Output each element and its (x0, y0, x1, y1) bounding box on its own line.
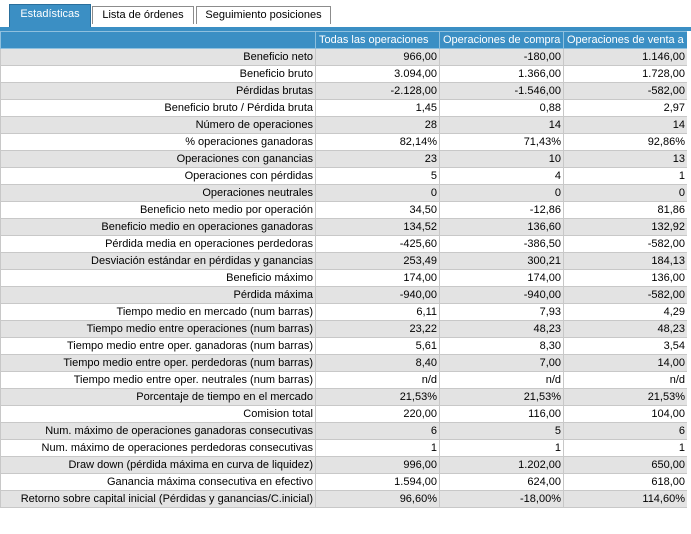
cell-venta: 1.728,00 (564, 66, 688, 83)
cell-todas: 1,45 (316, 100, 440, 117)
cell-todas: -2.128,00 (316, 83, 440, 100)
cell-todas: 996,00 (316, 457, 440, 474)
row-label: Tiempo medio en mercado (num barras) (1, 304, 316, 321)
cell-venta: 92,86% (564, 134, 688, 151)
row-label: Número de operaciones (1, 117, 316, 134)
cell-venta: 14 (564, 117, 688, 134)
table-row[interactable] (1, 151, 688, 168)
cell-venta: 13 (564, 151, 688, 168)
cell-venta: 4,29 (564, 304, 688, 321)
row-label: % operaciones ganadoras (1, 134, 316, 151)
table-row[interactable] (1, 372, 688, 389)
cell-todas: 96,60% (316, 491, 440, 508)
cell-todas: 253,49 (316, 253, 440, 270)
column-header-label[interactable] (1, 32, 316, 49)
cell-compra: 300,21 (440, 253, 564, 270)
row-label: Beneficio bruto / Pérdida bruta (1, 100, 316, 117)
cell-compra: 1.202,00 (440, 457, 564, 474)
table-body (1, 49, 688, 508)
cell-compra: -12,86 (440, 202, 564, 219)
table-row[interactable] (1, 236, 688, 253)
table-row[interactable] (1, 83, 688, 100)
table-row[interactable] (1, 389, 688, 406)
row-label: Draw down (pérdida máxima en curva de liquidez) (1, 457, 316, 474)
table-row[interactable] (1, 423, 688, 440)
row-label: Operaciones con ganancias (1, 151, 316, 168)
row-label: Desviación estándar en pérdidas y ganancias (1, 253, 316, 270)
cell-todas: 21,53% (316, 389, 440, 406)
cell-compra: 1.366,00 (440, 66, 564, 83)
cell-venta: 114,60% (564, 491, 688, 508)
tab-estadisticas[interactable]: Estadísticas (9, 4, 91, 27)
cell-compra: 1 (440, 440, 564, 457)
cell-todas: 28 (316, 117, 440, 134)
cell-venta: 132,92 (564, 219, 688, 236)
cell-todas: 966,00 (316, 49, 440, 66)
cell-todas: 5,61 (316, 338, 440, 355)
cell-compra: 21,53% (440, 389, 564, 406)
cell-todas: 82,14% (316, 134, 440, 151)
cell-venta: 48,23 (564, 321, 688, 338)
cell-venta: -582,00 (564, 287, 688, 304)
cell-compra: -18,00% (440, 491, 564, 508)
cell-venta: n/d (564, 372, 688, 389)
cell-venta: 136,00 (564, 270, 688, 287)
cell-compra: 71,43% (440, 134, 564, 151)
cell-compra: -386,50 (440, 236, 564, 253)
cell-venta: 1 (564, 440, 688, 457)
table-row[interactable] (1, 219, 688, 236)
cell-todas: 0 (316, 185, 440, 202)
cell-todas: 1 (316, 440, 440, 457)
row-label: Pérdida máxima (1, 287, 316, 304)
table-row[interactable] (1, 304, 688, 321)
column-header-todas[interactable]: Todas las operaciones (316, 32, 440, 49)
cell-venta: 0 (564, 185, 688, 202)
cell-compra: -1.546,00 (440, 83, 564, 100)
table-row[interactable] (1, 321, 688, 338)
row-label: Tiempo medio entre operaciones (num barras) (1, 321, 316, 338)
cell-todas: -425,60 (316, 236, 440, 253)
cell-compra: 14 (440, 117, 564, 134)
cell-venta: -582,00 (564, 83, 688, 100)
row-label: Num. máximo de operaciones perdedoras consecutivas (1, 440, 316, 457)
cell-venta: 6 (564, 423, 688, 440)
cell-todas: n/d (316, 372, 440, 389)
cell-todas: 5 (316, 168, 440, 185)
cell-compra: 624,00 (440, 474, 564, 491)
cell-venta: 104,00 (564, 406, 688, 423)
table-row[interactable] (1, 185, 688, 202)
row-label: Tiempo medio entre oper. perdedoras (num barras) (1, 355, 316, 372)
table-row[interactable] (1, 66, 688, 83)
cell-venta: 618,00 (564, 474, 688, 491)
cell-todas: 6,11 (316, 304, 440, 321)
row-label: Beneficio medio en operaciones ganadoras (1, 219, 316, 236)
table-right-edge (687, 31, 691, 534)
row-label: Beneficio bruto (1, 66, 316, 83)
table-row[interactable] (1, 287, 688, 304)
cell-venta: -582,00 (564, 236, 688, 253)
row-label: Num. máximo de operaciones ganadoras consecutivas (1, 423, 316, 440)
table-row[interactable] (1, 253, 688, 270)
cell-todas: 34,50 (316, 202, 440, 219)
cell-venta: 1.146,00 (564, 49, 688, 66)
row-label: Operaciones neutrales (1, 185, 316, 202)
table-row[interactable] (1, 474, 688, 491)
cell-todas: 23,22 (316, 321, 440, 338)
row-label: Ganancia máxima consecutiva en efectivo (1, 474, 316, 491)
tab-seguimiento-posiciones[interactable]: Seguimiento posiciones (196, 6, 331, 24)
row-label: Beneficio neto medio por operación (1, 202, 316, 219)
table-row[interactable] (1, 457, 688, 474)
table-row[interactable] (1, 491, 688, 508)
statistics-table (0, 31, 688, 508)
column-header-venta[interactable]: Operaciones de venta a (564, 32, 688, 49)
cell-venta: 21,53% (564, 389, 688, 406)
cell-compra: 174,00 (440, 270, 564, 287)
cell-venta: 184,13 (564, 253, 688, 270)
table-row[interactable] (1, 338, 688, 355)
cell-compra: n/d (440, 372, 564, 389)
table-row[interactable] (1, 168, 688, 185)
table-header-row (1, 32, 688, 49)
table-row[interactable] (1, 49, 688, 66)
cell-compra: -180,00 (440, 49, 564, 66)
row-label: Beneficio máximo (1, 270, 316, 287)
row-label: Pérdida media en operaciones perdedoras (1, 236, 316, 253)
cell-compra: 0,88 (440, 100, 564, 117)
cell-venta: 1 (564, 168, 688, 185)
cell-todas: 220,00 (316, 406, 440, 423)
cell-compra: 0 (440, 185, 564, 202)
column-header-compra[interactable]: Operaciones de compra (440, 32, 564, 49)
cell-todas: 174,00 (316, 270, 440, 287)
cell-compra: 8,30 (440, 338, 564, 355)
cell-compra: 136,60 (440, 219, 564, 236)
cell-compra: 7,00 (440, 355, 564, 372)
table-row[interactable] (1, 100, 688, 117)
row-label: Retorno sobre capital inicial (Pérdidas y ganancias/C.inicial) (1, 491, 316, 508)
cell-compra: -940,00 (440, 287, 564, 304)
row-label: Comision total (1, 406, 316, 423)
cell-todas: 1.594,00 (316, 474, 440, 491)
cell-compra: 4 (440, 168, 564, 185)
cell-compra: 5 (440, 423, 564, 440)
table-row[interactable] (1, 355, 688, 372)
cell-todas: 23 (316, 151, 440, 168)
cell-venta: 2,97 (564, 100, 688, 117)
cell-todas: 6 (316, 423, 440, 440)
table-row[interactable] (1, 134, 688, 151)
table-row[interactable] (1, 406, 688, 423)
row-label: Pérdidas brutas (1, 83, 316, 100)
tab-lista-ordenes[interactable]: Lista de órdenes (92, 6, 194, 24)
cell-compra: 10 (440, 151, 564, 168)
cell-compra: 116,00 (440, 406, 564, 423)
row-label: Tiempo medio entre oper. ganadoras (num barras) (1, 338, 316, 355)
cell-compra: 48,23 (440, 321, 564, 338)
row-label: Beneficio neto (1, 49, 316, 66)
row-label: Operaciones con pérdidas (1, 168, 316, 185)
cell-venta: 650,00 (564, 457, 688, 474)
cell-todas: -940,00 (316, 287, 440, 304)
cell-compra: 7,93 (440, 304, 564, 321)
cell-venta: 14,00 (564, 355, 688, 372)
table-row[interactable] (1, 270, 688, 287)
cell-todas: 134,52 (316, 219, 440, 236)
cell-todas: 8,40 (316, 355, 440, 372)
cell-venta: 81,86 (564, 202, 688, 219)
cell-venta: 3,54 (564, 338, 688, 355)
table-row[interactable] (1, 202, 688, 219)
cell-todas: 3.094,00 (316, 66, 440, 83)
table-row[interactable] (1, 440, 688, 457)
tab-bar (0, 0, 691, 27)
row-label: Porcentaje de tiempo en el mercado (1, 389, 316, 406)
row-label: Tiempo medio entre oper. neutrales (num barras) (1, 372, 316, 389)
table-row[interactable] (1, 117, 688, 134)
